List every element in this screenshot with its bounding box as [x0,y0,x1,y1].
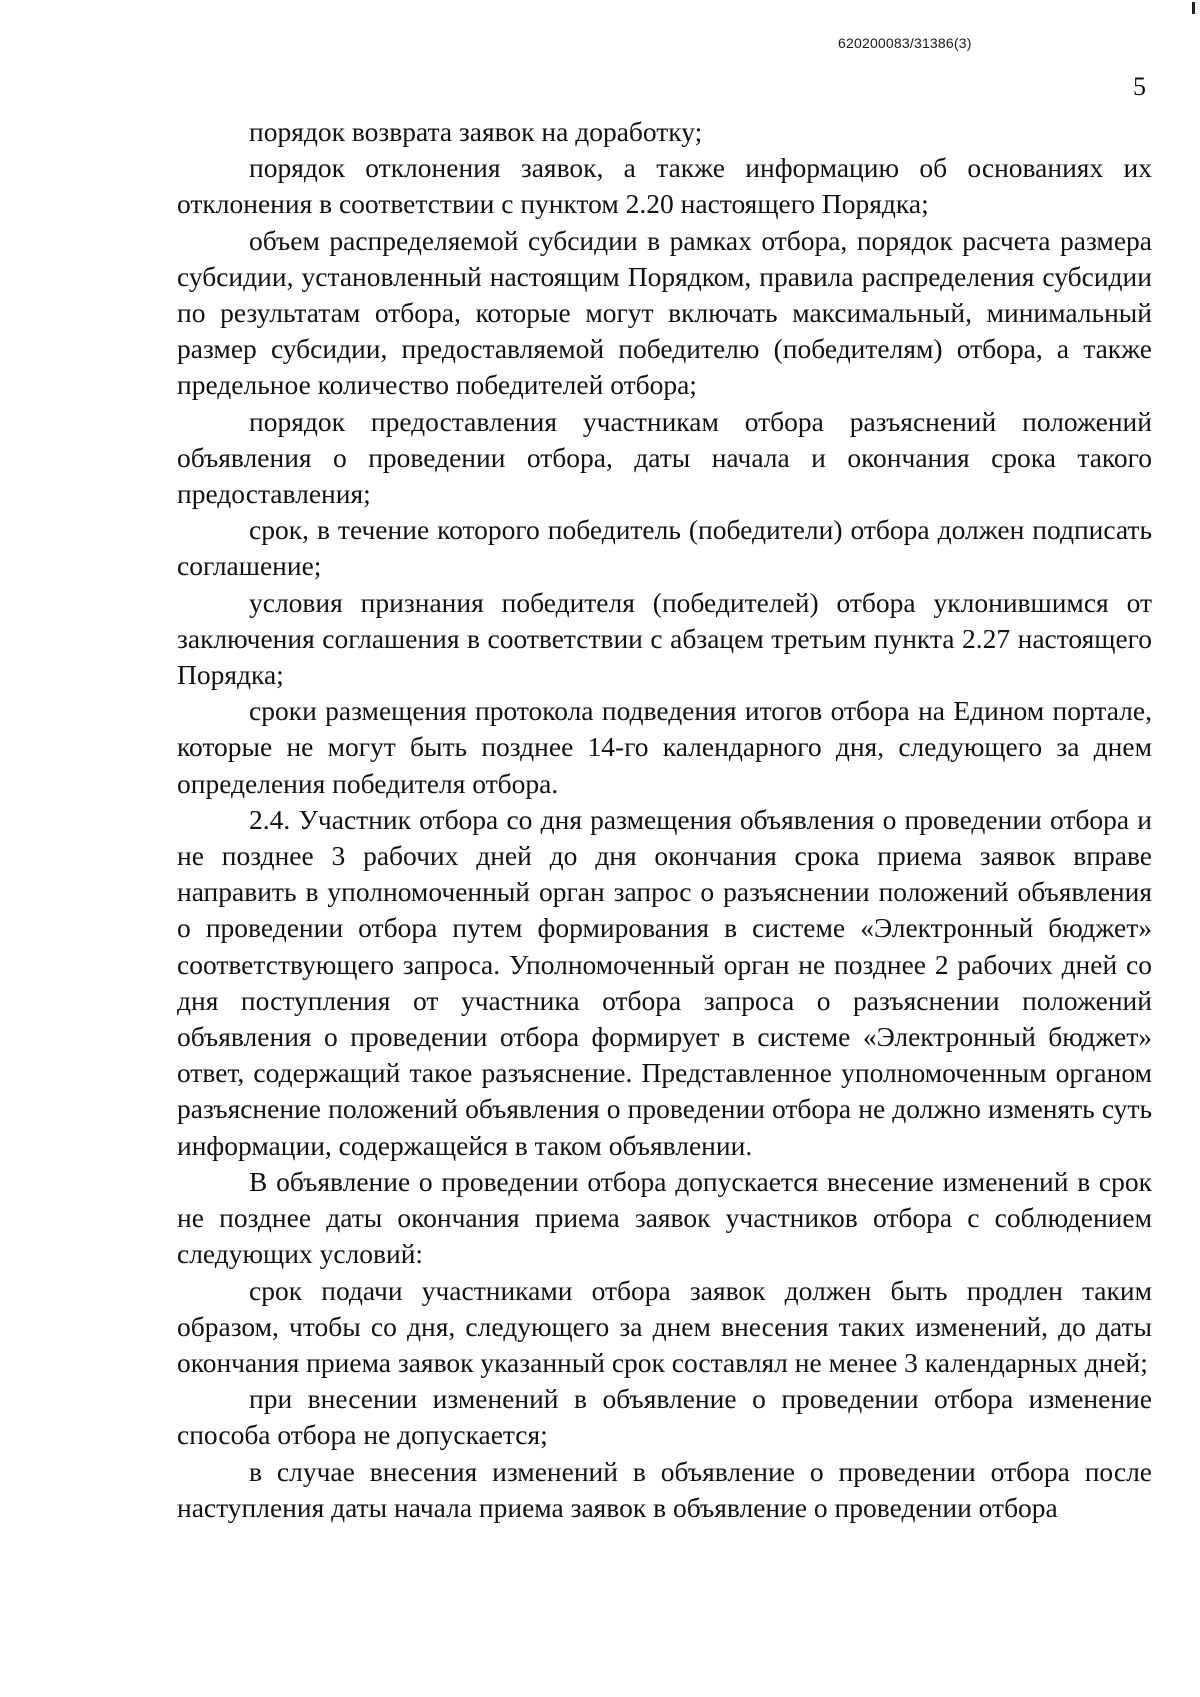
paragraph-amendments: В объявление о проведении отбора допускается внесение изменений в срок не позднее даты окончания приема заявок участников отбора с соблюдением следующих условий: [177,1165,1152,1270]
paragraph-rejection-procedure: порядок отклонения заявок, а также информацию об основаниях их отклонения в соответствии с пунктом 2.20 настоящего Порядка; [177,152,1152,220]
paragraph-after-start-date: в случае внесения изменений в объявление о проведении отбора после наступления даты начала приема заявок в объявление о проведении отбора [177,1455,1152,1523]
paragraph-extension-term: срок подачи участниками отбора заявок должен быть продлен таким образом, чтобы со дня, следующего за днем внесения таких изменений, до даты окончания приема заявок указанный срок составлял не менее 3 календарных дней; [177,1274,1152,1378]
paragraph-method-unchanged: при внесении изменений в объявление о проведении отбора изменение способа отбора не допускается; [177,1383,1152,1451]
page-number: 5 [1133,72,1146,101]
paragraph-subsidy-volume: объем распределяемой субсидии в рамках отбора, порядок расчета размера субсидии, установленный настоящим Порядком, правила распределения субсидии по результатам отбора, которые могут включать максимальный, минимальный размер субсидии, предоставляемой победителю (победителям) отбора, а также предельное количество победителей отбора; [177,224,1152,401]
document-identifier: 620200083/31386(3) [838,35,972,51]
paragraph-section-2-4: 2.4. Участник отбора со дня размещения объявления о проведении отбора и не позднее 3 рабочих дней до дня окончания срока приема заявок вправе направить в уполномоченный орган запрос о разъяснении положений объявления о проведении отбора путем формирования в системе «Электронный бюджет» соответствующего запроса. Уполномоченный орган не позднее 2 рабочих дней со дня поступления от участника отбора запроса о разъяснении положений объявления о проведении отбора формирует в системе «Электронный бюджет» ответ, содержащий такое разъяснение. Представленное уполномоченным органом разъяснение положений объявления о проведении отбора не должно изменять суть информации, содержащейся в таком объявлении. [177,803,1152,1161]
scan-edge-mark [1192,2,1195,14]
paragraph-clarification-procedure: порядок предоставления участникам отбора разъяснений положений объявления о проведении отбора, даты начала и окончания срока такого предоставления; [177,405,1152,510]
paragraph-protocol-deadline: сроки размещения протокола подведения итогов отбора на Едином портале, которые не могут быть позднее 14-го календарного дня, следующего за днем определения победителя отбора. [177,695,1152,799]
paragraph-evasion-conditions: условия признания победителя (победителей) отбора уклонившимся от заключения соглашения в соответствии с абзацем третьим пункта 2.27 настоящего Порядка; [177,586,1152,691]
paragraph-return-applications: порядок возврата заявок на доработку; [249,116,703,147]
document-body [177,114,1152,1526]
paragraph-signing-term: срок, в течение которого победитель (победители) отбора должен подписать соглашение; [177,514,1152,582]
